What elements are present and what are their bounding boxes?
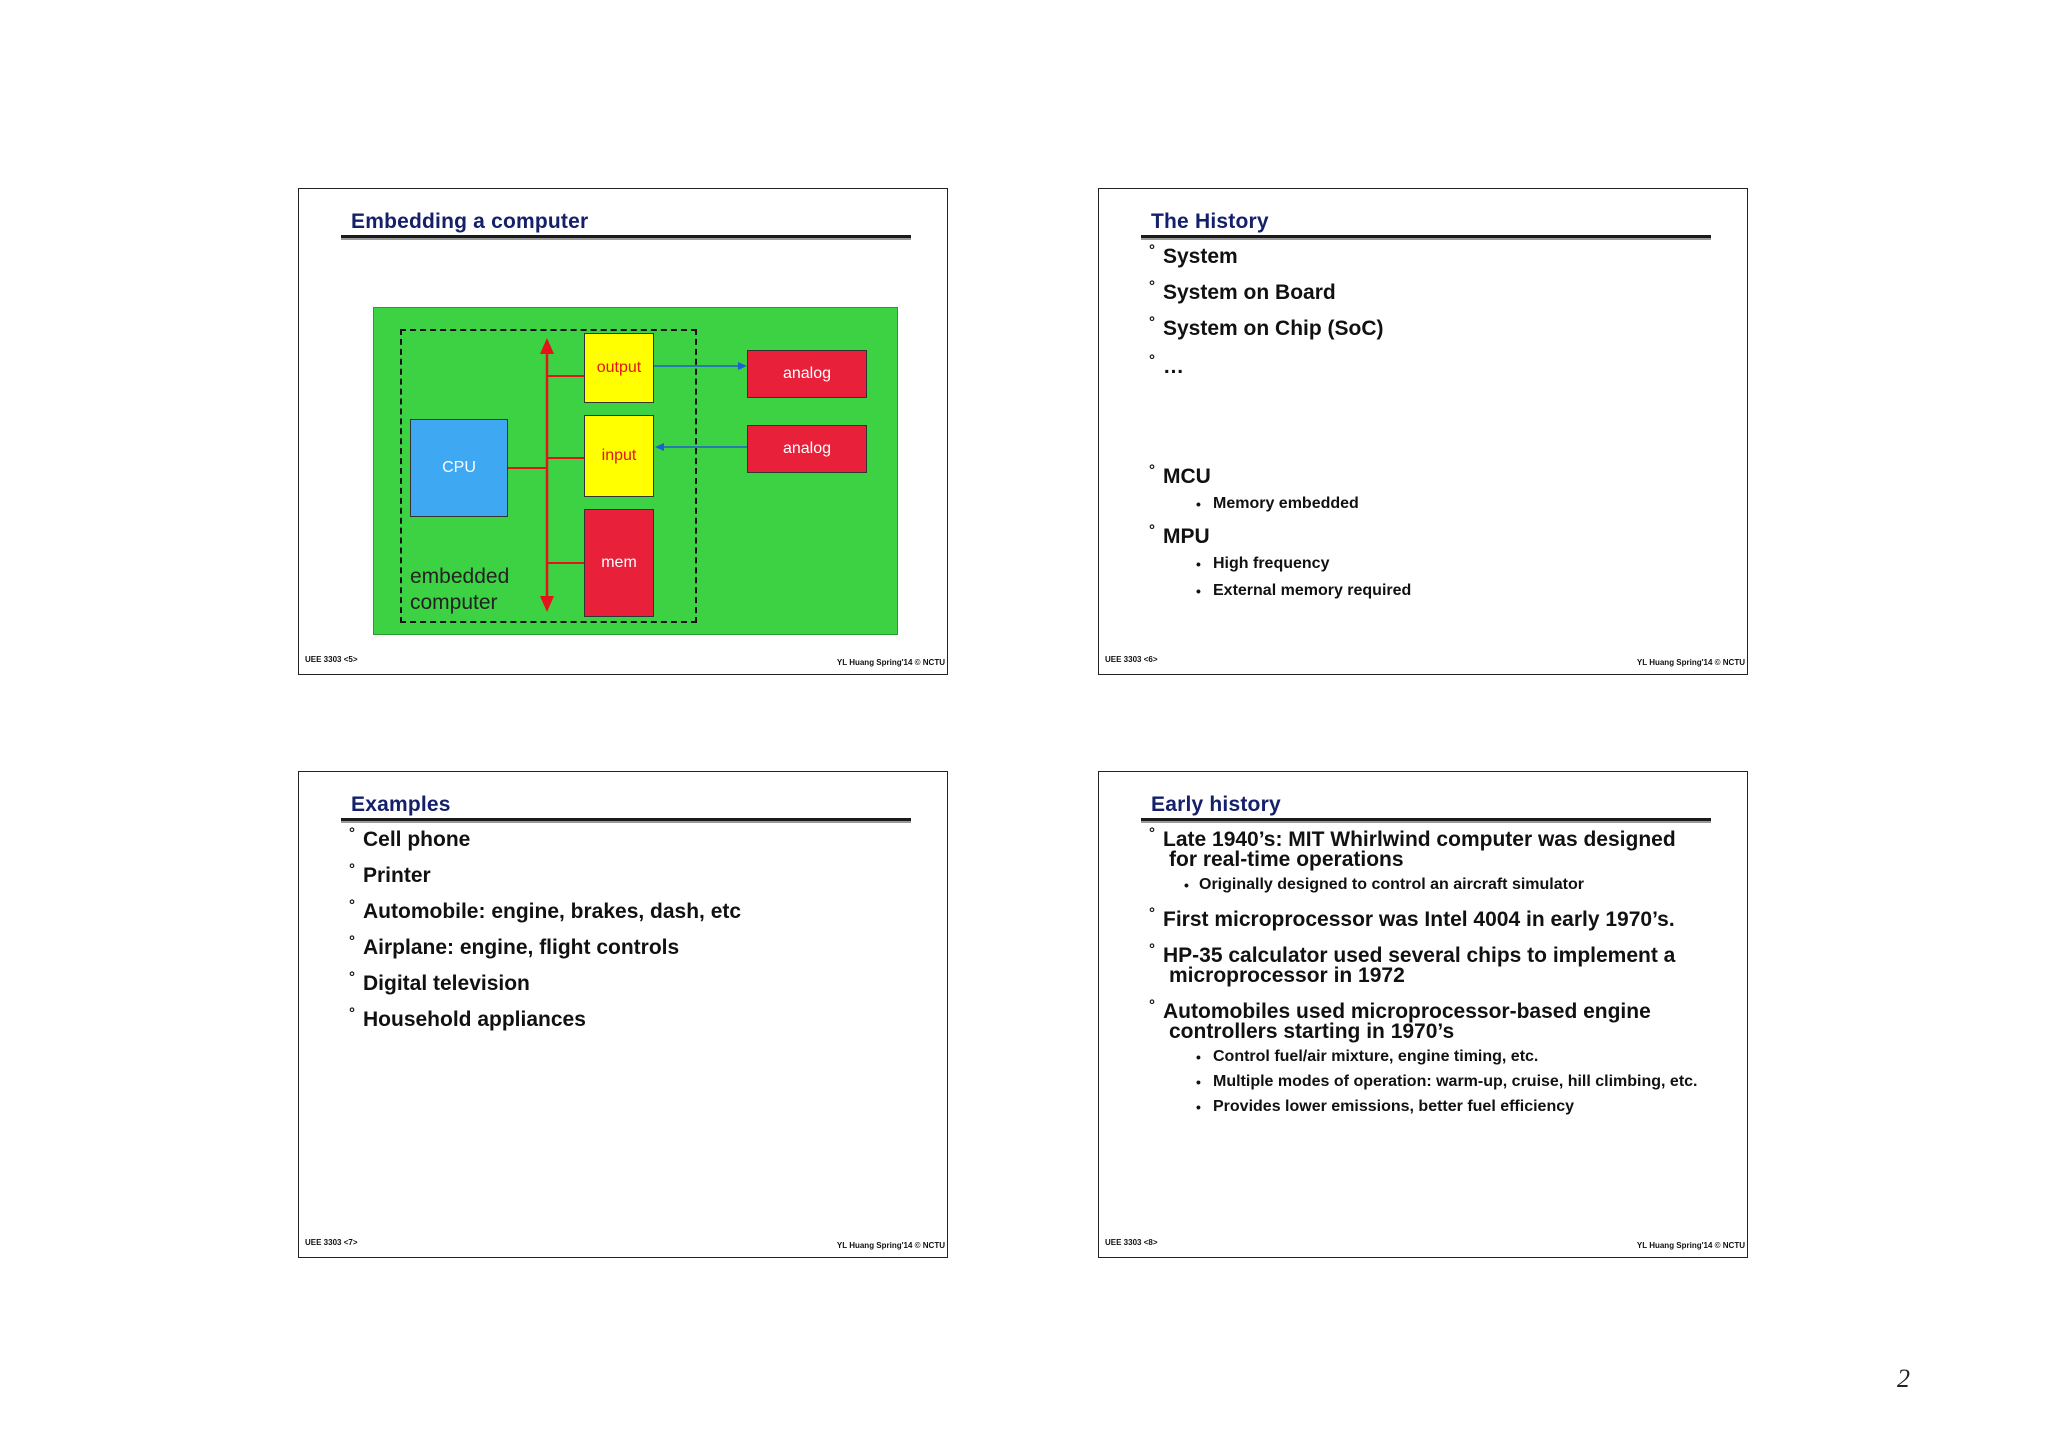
analog-out-block: analog: [747, 350, 867, 398]
dot-bullet-icon: •: [1184, 877, 1189, 893]
bullet-continuation: controllers starting in 1970’s: [1169, 1020, 1455, 1043]
degree-bullet-icon: °: [1149, 462, 1155, 479]
title-rule: [1141, 818, 1711, 821]
output-block: output: [584, 333, 654, 403]
bullet-item: ° Late 1940’s: MIT Whirlwind computer was designed: [1149, 825, 1676, 851]
degree-bullet-icon: °: [349, 933, 355, 950]
bullet-list: [1149, 825, 1723, 1116]
bullet-list: [1149, 242, 1723, 600]
dot-bullet-icon: •: [1196, 496, 1201, 512]
degree-bullet-icon: °: [349, 897, 355, 914]
slide-title: The History: [1151, 210, 1269, 233]
title-rule: [341, 235, 911, 238]
slide-title: Early history: [1151, 793, 1281, 816]
slide-footer-credit: YL Huang Spring'14 © NCTU: [1636, 658, 1745, 667]
input-signal-arrow: [655, 443, 664, 451]
bullet-item: ° First microprocessor was Intel 4004 in early 1970’s.: [1149, 905, 1675, 931]
degree-bullet-icon: °: [1149, 352, 1155, 369]
cpu-block: CPU: [410, 419, 508, 517]
sub-bullet-item: • External memory required: [1196, 582, 1412, 599]
embedded-computer-diagram: [373, 307, 898, 635]
dot-bullet-icon: •: [1196, 583, 1201, 599]
degree-bullet-icon: °: [1149, 278, 1155, 295]
dot-bullet-icon: •: [1196, 1099, 1201, 1115]
bullet-item: ° System on Board: [1149, 278, 1336, 304]
bullet-item: ° System on Chip (SoC): [1149, 314, 1384, 340]
embedded-label-line-2: computer: [410, 591, 498, 614]
sub-bullet-item: • Control fuel/air mixture, engine timing, etc.: [1196, 1048, 1539, 1065]
slide-footer-credit: YL Huang Spring'14 © NCTU: [836, 1241, 945, 1250]
mem-block: mem: [584, 509, 654, 617]
bullet-item: ° Airplane: engine, flight controls: [349, 933, 680, 959]
sub-bullet-item: • Originally designed to control an aircraft simulator: [1184, 876, 1584, 893]
bus-arrow-up: [540, 338, 554, 354]
sub-bullet-item: • Memory embedded: [1196, 495, 1359, 512]
degree-bullet-icon: °: [1149, 941, 1155, 958]
degree-bullet-icon: °: [349, 1005, 355, 1022]
sub-bullet-item: • Multiple modes of operation: warm-up, cruise, hill climbing, etc.: [1196, 1073, 1698, 1090]
embedded-label-line-1: embedded: [410, 565, 510, 588]
page-number: 2: [1897, 1364, 1910, 1393]
output-signal-arrow: [738, 362, 747, 370]
degree-bullet-icon: °: [1149, 522, 1155, 539]
bullet-item: ° Automobiles used microprocessor-based engine: [1149, 997, 1651, 1023]
degree-bullet-icon: °: [1149, 997, 1155, 1014]
bullet-item: ° Household appliances: [349, 1005, 586, 1031]
sub-bullet-item: • High frequency: [1196, 555, 1330, 572]
bullet-item: ° MCU: [1149, 462, 1211, 488]
bullet-item: ° Automobile: engine, brakes, dash, etc: [349, 897, 742, 923]
bullet-item: ° System: [1149, 242, 1238, 268]
bullet-item: ° Cell phone: [349, 825, 471, 851]
degree-bullet-icon: °: [1149, 242, 1155, 259]
degree-bullet-icon: °: [1149, 905, 1155, 922]
degree-bullet-icon: °: [349, 861, 355, 878]
analog-in-block: analog: [747, 425, 867, 473]
bullet-item: ° …: [1149, 352, 1184, 378]
slide-title: Embedding a computer: [351, 210, 589, 233]
slide-title: Examples: [351, 793, 451, 816]
bullet-item: ° Printer: [349, 861, 431, 887]
dot-bullet-icon: •: [1196, 1074, 1201, 1090]
slide-embedding-a-computer: [298, 188, 948, 675]
bullet-item: ° HP-35 calculator used several chips to implement a: [1149, 941, 1676, 967]
bus-arrow-down: [540, 596, 554, 612]
title-rule: [1141, 235, 1711, 238]
degree-bullet-icon: °: [349, 969, 355, 986]
slide-footer-course: UEE 3303 <7>: [305, 1238, 358, 1247]
bullet-item: ° Digital television: [349, 969, 530, 995]
slide-footer-course: UEE 3303 <8>: [1105, 1238, 1158, 1247]
bullet-continuation: for real-time operations: [1169, 848, 1404, 871]
dot-bullet-icon: •: [1196, 556, 1201, 572]
degree-bullet-icon: °: [1149, 825, 1155, 842]
slide-footer-credit: YL Huang Spring'14 © NCTU: [1636, 1241, 1745, 1250]
slide-early-history: [1098, 771, 1748, 1258]
bullet-item: ° MPU: [1149, 522, 1210, 548]
input-block: input: [584, 415, 654, 497]
slide-examples: [298, 771, 948, 1258]
slide-footer-credit: YL Huang Spring'14 © NCTU: [836, 658, 945, 667]
degree-bullet-icon: °: [1149, 314, 1155, 331]
slide-footer-course: UEE 3303 <5>: [305, 655, 358, 664]
title-rule: [341, 818, 911, 821]
slide-footer-course: UEE 3303 <6>: [1105, 655, 1158, 664]
sub-bullet-item: • Provides lower emissions, better fuel efficiency: [1196, 1098, 1575, 1115]
bullet-list: [349, 825, 923, 1031]
slide-the-history: [1098, 188, 1748, 675]
degree-bullet-icon: °: [349, 825, 355, 842]
dot-bullet-icon: •: [1196, 1049, 1201, 1065]
embedded-computer-label: [410, 564, 509, 616]
bullet-continuation: microprocessor in 1972: [1169, 964, 1405, 987]
